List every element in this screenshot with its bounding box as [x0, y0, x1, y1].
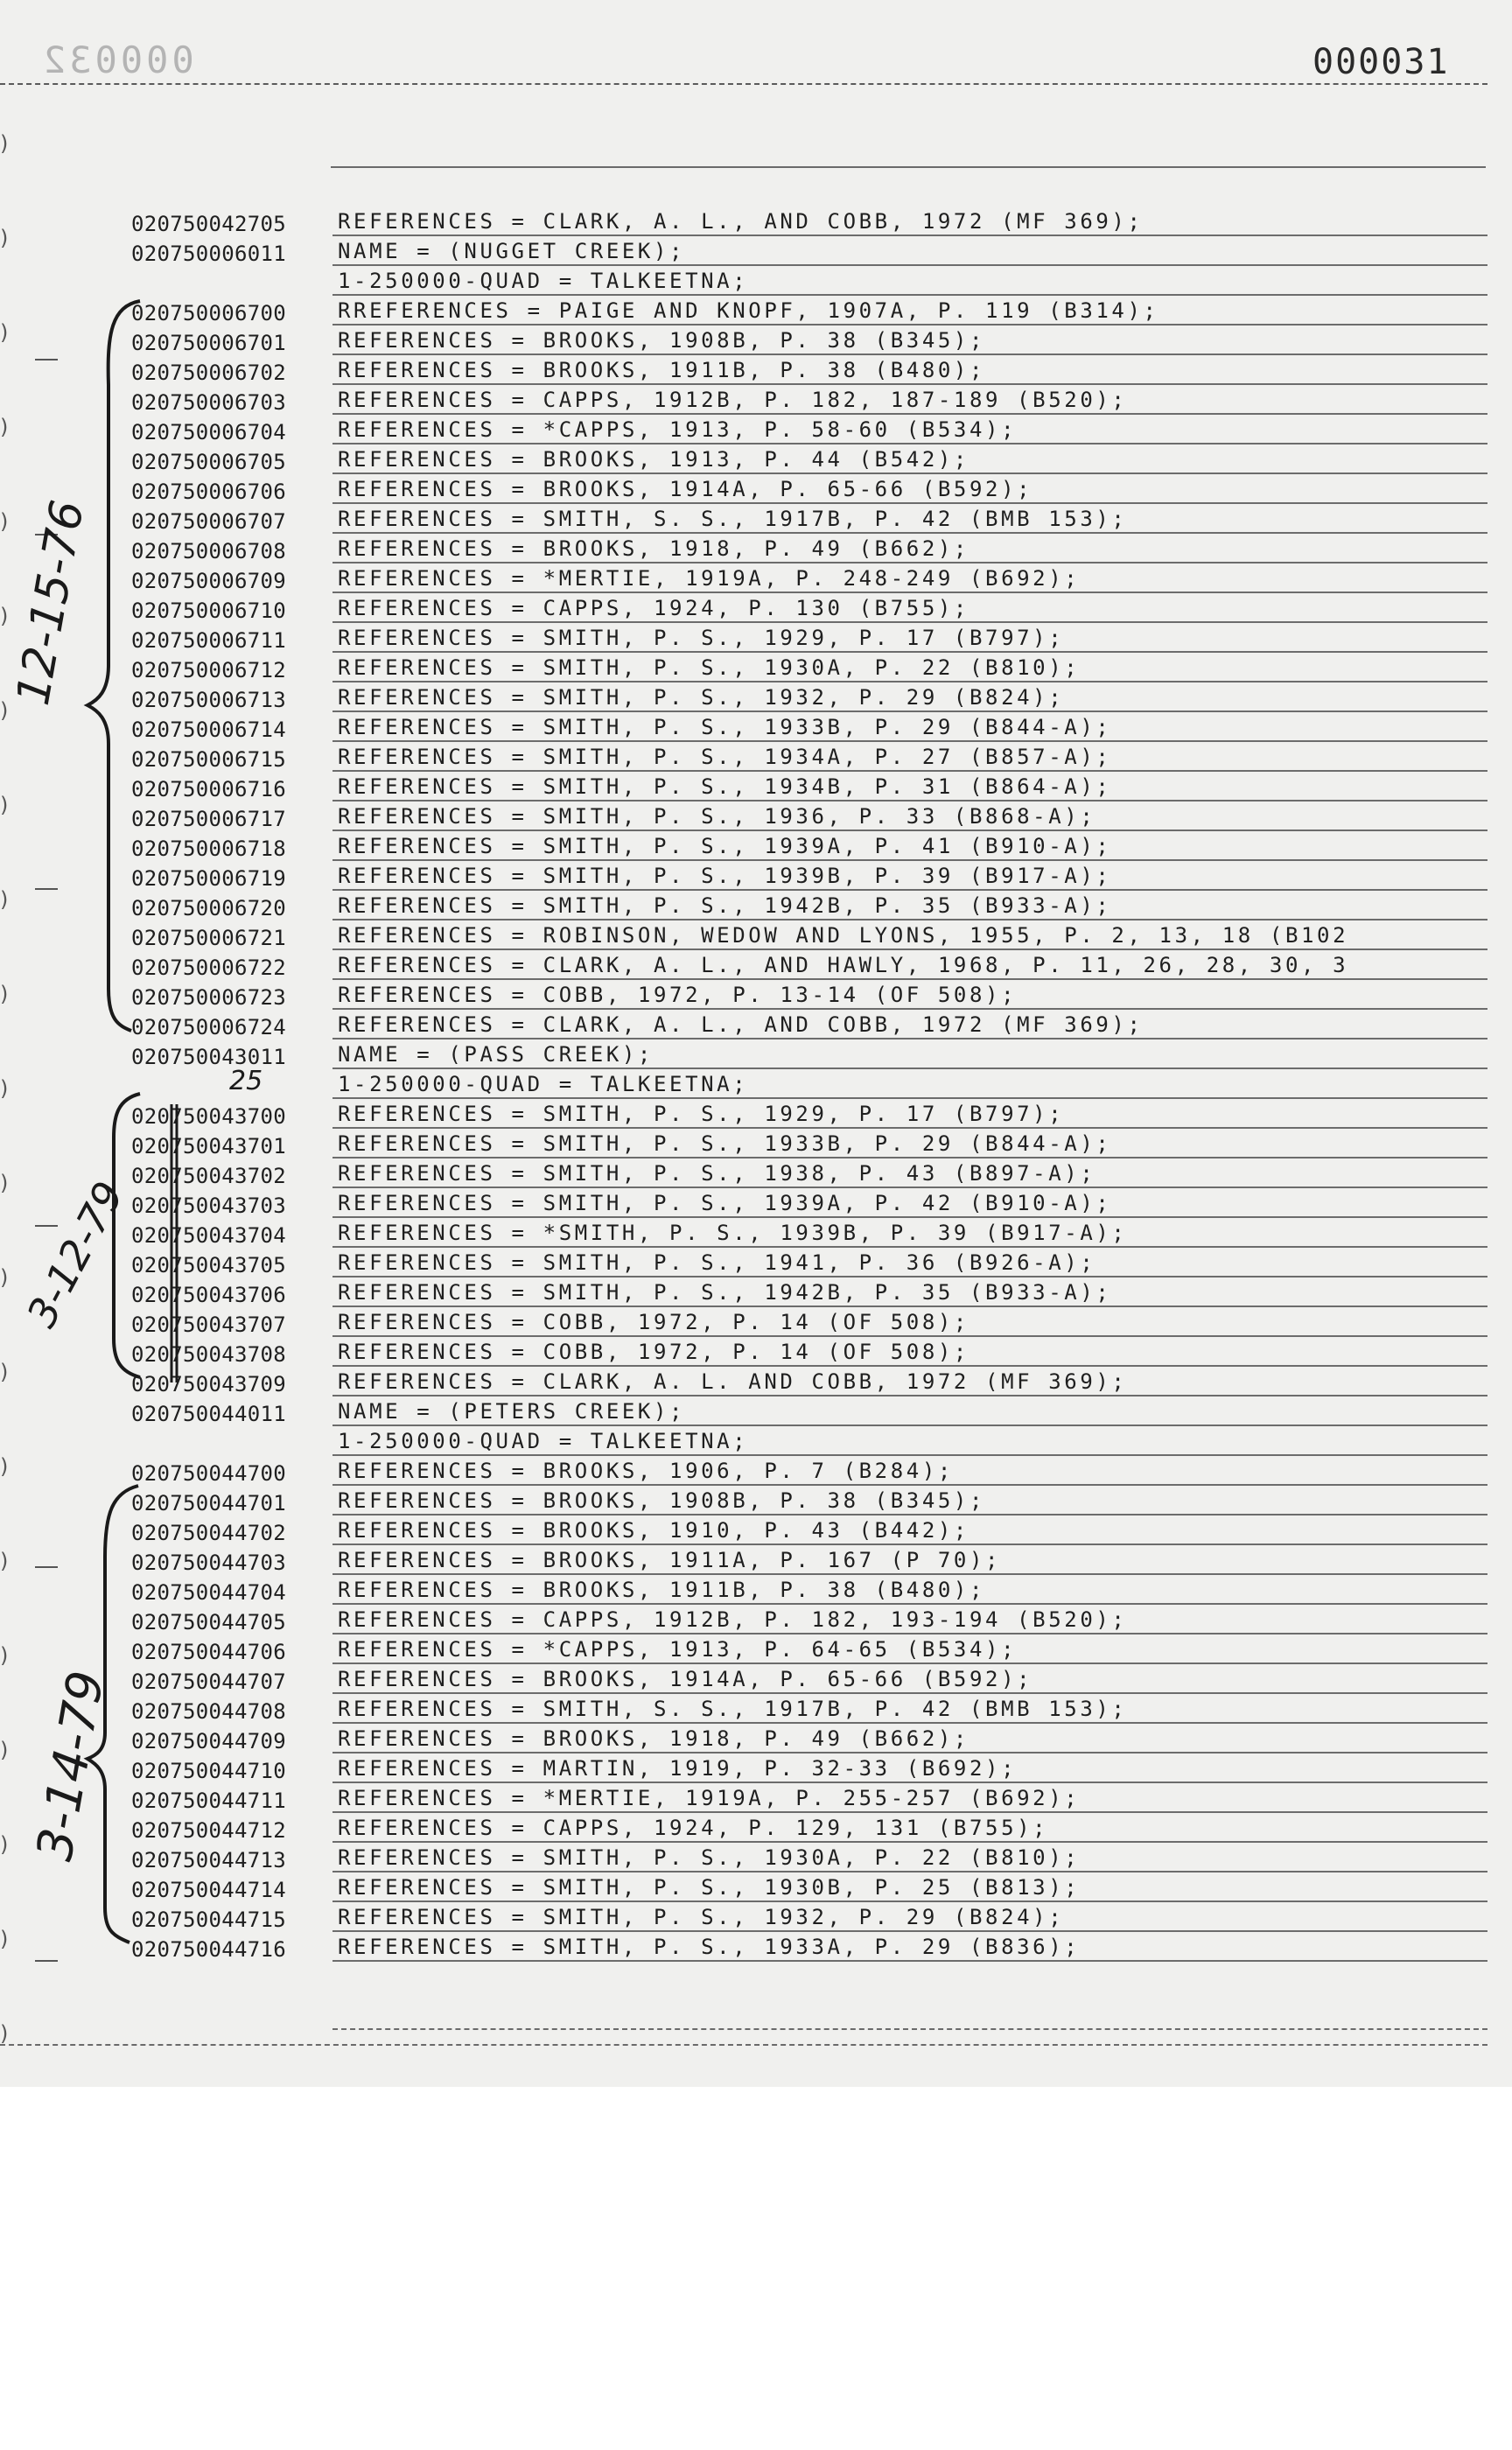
record-id: 020750043011 — [131, 1045, 286, 1069]
record-text: REFERENCES = CLARK, A. L. AND COBB, 1972 (MF 369); — [332, 1368, 1488, 1396]
record-text: REFERENCES = CLARK, A. L., AND COBB, 1972 (MF 369); — [332, 1012, 1488, 1040]
record-id: 020750042705 — [131, 212, 286, 236]
handwritten-date-2: 3-12-79 — [18, 1173, 133, 1335]
feed-hole-icon: ) — [0, 793, 9, 817]
record-text: REFERENCES = SMITH, P. S., 1933A, P. 29 (B836); — [332, 1934, 1488, 1962]
record-id: 020750044711 — [131, 1788, 286, 1813]
record-text: REFERENCES = *SMITH, P. S., 1939B, P. 39 (B917-A); — [332, 1220, 1488, 1248]
record-id: 020750044705 — [131, 1610, 286, 1634]
feed-hole-icon: ) — [0, 2021, 9, 2046]
bracket-pass-creek — [114, 1094, 140, 1377]
feed-hole-icon: ) — [0, 887, 9, 912]
record-text: 1-250000-QUAD = TALKEETNA; — [332, 268, 1488, 296]
record-id: 020750044715 — [131, 1908, 286, 1932]
record-id: 020750044713 — [131, 1848, 286, 1872]
record-text: REFERENCES = SMITH, P. S., 1936, P. 33 (B868-A); — [332, 803, 1488, 831]
record-text: REFERENCES = SMITH, P. S., 1938, P. 43 (B897-A); — [332, 1160, 1488, 1188]
record-text: REFERENCES = SMITH, P. S., 1932, P. 29 (B824); — [332, 684, 1488, 712]
record-id: 020750006720 — [131, 896, 286, 920]
record-text: NAME = (PETERS CREEK); — [332, 1398, 1488, 1426]
record-id: 020750044716 — [131, 1937, 286, 1962]
record-id: 020750043709 — [131, 1372, 286, 1396]
record-id: 020750006702 — [131, 360, 286, 385]
record-id: 020750044702 — [131, 1521, 286, 1545]
record-text: REFERENCES = BROOKS, 1911A, P. 167 (P 70); — [332, 1547, 1488, 1575]
record-id: 020750006715 — [131, 747, 286, 772]
feed-hole-icon: ) — [0, 226, 9, 250]
record-id: 020750043702 — [131, 1164, 286, 1188]
blank-rule — [332, 2028, 1488, 2030]
feed-hole-icon: ) — [0, 1171, 9, 1195]
record-id: 020750044701 — [131, 1491, 286, 1516]
record-id: 020750006709 — [131, 569, 286, 593]
record-id: 020750044712 — [131, 1818, 286, 1843]
record-id: 020750044700 — [131, 1461, 286, 1486]
record-id: 020750044703 — [131, 1550, 286, 1575]
record-text: REFERENCES = BROOKS, 1906, P. 7 (B284); — [332, 1458, 1488, 1486]
record-id: 020750006705 — [131, 450, 286, 474]
record-id: 020750044709 — [131, 1729, 286, 1754]
feed-hole-icon: ) — [0, 698, 9, 723]
record-text: REFERENCES = BROOKS, 1908B, P. 38 (B345); — [332, 1488, 1488, 1516]
record-text: REFERENCES = *CAPPS, 1913, P. 58-60 (B534); — [332, 416, 1488, 444]
record-text: REFERENCES = CLARK, A. L., AND COBB, 1972 (MF 369); — [332, 208, 1488, 236]
feed-hole-icon: ) — [0, 1454, 9, 1479]
record-text: REFERENCES = BROOKS, 1911B, P. 38 (B480); — [332, 1577, 1488, 1605]
record-text: REFERENCES = BROOKS, 1914A, P. 65-66 (B592); — [332, 1666, 1488, 1694]
record-text: REFERENCES = SMITH, P. S., 1934B, P. 31 (B864-A); — [332, 774, 1488, 802]
record-text: REFERENCES = SMITH, P. S., 1942B, P. 35 (B933-A); — [332, 1279, 1488, 1307]
record-text: 1-250000-QUAD = TALKEETNA; — [332, 1428, 1488, 1456]
handwritten-date-1: 12-15-76 — [7, 496, 95, 710]
record-text: REFERENCES = SMITH, P. S., 1933B, P. 29 (B844-A); — [332, 714, 1488, 742]
record-id: 020750044707 — [131, 1670, 286, 1694]
record-text: REFERENCES = SMITH, P. S., 1933B, P. 29 (B844-A); — [332, 1130, 1488, 1158]
vertical-mark-pass-creek — [172, 1104, 177, 1382]
record-id: 020750006708 — [131, 539, 286, 564]
record-text: REFERENCES = BROOKS, 1913, P. 44 (B542); — [332, 446, 1488, 474]
record-text: REFERENCES = SMITH, P. S., 1930A, P. 22 (B810); — [332, 654, 1488, 682]
feed-hole-icon: ) — [0, 415, 9, 439]
record-text: NAME = (NUGGET CREEK); — [332, 238, 1488, 266]
record-text: REFERENCES = COBB, 1972, P. 13-14 (OF 508); — [332, 982, 1488, 1010]
record-text: REFERENCES = SMITH, P. S., 1930B, P. 25 (B813); — [332, 1874, 1488, 1902]
record-id: 020750043706 — [131, 1283, 286, 1307]
record-id: 020750006704 — [131, 420, 286, 444]
record-text: REFERENCES = ROBINSON, WEDOW AND LYONS, 1955, P. 2, 13, 18 (B102 — [332, 922, 1488, 950]
record-id: 020750006706 — [131, 480, 286, 504]
feed-hole-icon: ) — [0, 1360, 9, 1384]
bracket-nugget-creek — [88, 301, 140, 1031]
page-number: 000031 — [1312, 42, 1450, 82]
record-text: REFERENCES = SMITH, P. S., 1939A, P. 41 (B910-A); — [332, 833, 1488, 861]
record-id: 020750043704 — [131, 1223, 286, 1248]
feed-hole-icon: ) — [0, 1832, 9, 1857]
record-id: 020750006701 — [131, 331, 286, 355]
record-text: REFERENCES = SMITH, P. S., 1939B, P. 39 (B917-A); — [332, 863, 1488, 891]
record-id: 020750006722 — [131, 956, 286, 980]
record-id: 020750006700 — [131, 301, 286, 326]
record-text: REFERENCES = *MERTIE, 1919A, P. 248-249 (B692); — [332, 565, 1488, 593]
record-text: NAME = (PASS CREEK); — [332, 1041, 1488, 1069]
record-text: REFERENCES = BROOKS, 1910, P. 43 (B442); — [332, 1517, 1488, 1545]
record-id: 020750006707 — [131, 509, 286, 534]
record-text: REFERENCES = BROOKS, 1911B, P. 38 (B480); — [332, 357, 1488, 385]
record-id: 020750043707 — [131, 1312, 286, 1337]
record-id: 020750006714 — [131, 718, 286, 742]
record-id: 020750006713 — [131, 688, 286, 712]
record-id: 020750006712 — [131, 658, 286, 682]
record-id: 020750006716 — [131, 777, 286, 802]
record-id: 020750043705 — [131, 1253, 286, 1278]
record-text: REFERENCES = CAPPS, 1924, P. 130 (B755); — [332, 595, 1488, 623]
record-text: REFERENCES = SMITH, P. S., 1942B, P. 35 (B933-A); — [332, 892, 1488, 920]
feed-hole-icon: ) — [0, 604, 9, 628]
record-id: 020750044710 — [131, 1759, 286, 1783]
record-id: 020750044011 — [131, 1402, 286, 1426]
record-text: REFERENCES = SMITH, P. S., 1930A, P. 22 (B810); — [332, 1844, 1488, 1872]
record-id: 020750006011 — [131, 242, 286, 266]
feed-hole-icon: ) — [0, 131, 9, 156]
record-text: REFERENCES = *MERTIE, 1919A, P. 255-257 (B692); — [332, 1785, 1488, 1813]
handwritten-date-3: 3-14-79 — [26, 1666, 116, 1866]
record-text: 1-250000-QUAD = TALKEETNA; — [332, 1071, 1488, 1099]
record-id: 020750006724 — [131, 1015, 286, 1040]
record-text: REFERENCES = SMITH, P. S., 1932, P. 29 (B824); — [332, 1904, 1488, 1932]
record-id: 020750043701 — [131, 1134, 286, 1158]
feed-hole-icon: ) — [0, 982, 9, 1006]
record-text: REFERENCES = CAPPS, 1912B, P. 182, 187-189 (B520); — [332, 387, 1488, 415]
feed-hole-icon: ) — [0, 509, 9, 534]
feed-hole-icon: ) — [0, 1738, 9, 1762]
feed-hole-icon: ) — [0, 1549, 9, 1573]
bottom-perforation-line — [0, 2044, 1488, 2046]
feed-hole-icon: ) — [0, 1927, 9, 1951]
record-text: REFERENCES = BROOKS, 1914A, P. 65-66 (B592); — [332, 476, 1488, 504]
record-id: 020750006711 — [131, 628, 286, 653]
record-text: REFERENCES = CAPPS, 1912B, P. 182, 193-194 (B520); — [332, 1606, 1488, 1634]
feed-hole-icon: ) — [0, 320, 9, 345]
record-id: 020750006717 — [131, 807, 286, 831]
record-text: REFERENCES = SMITH, S. S., 1917B, P. 42 (BMB 153); — [332, 1696, 1488, 1724]
record-text: REFERENCES = BROOKS, 1918, P. 49 (B662); — [332, 1726, 1488, 1754]
feed-hole-icon: ) — [0, 1643, 9, 1668]
record-text: REFERENCES = CAPPS, 1924, P. 129, 131 (B755); — [332, 1815, 1488, 1843]
record-id: 020750044708 — [131, 1699, 286, 1724]
record-text: REFERENCES = SMITH, P. S., 1941, P. 36 (B926-A); — [332, 1250, 1488, 1278]
record-id: 020750006718 — [131, 836, 286, 861]
record-text: REFERENCES = CLARK, A. L., AND HAWLY, 1968, P. 11, 26, 28, 30, 3 — [332, 952, 1488, 980]
record-id: 020750006723 — [131, 985, 286, 1010]
record-id: 020750006721 — [131, 926, 286, 950]
record-id: 020750006710 — [131, 598, 286, 623]
handwritten-number: 25 — [229, 1066, 263, 1096]
record-id: 020750006719 — [131, 866, 286, 891]
record-text: REFERENCES = BROOKS, 1918, P. 49 (B662); — [332, 536, 1488, 564]
record-text: REFERENCES = COBB, 1972, P. 14 (OF 508); — [332, 1309, 1488, 1337]
record-text: REFERENCES = SMITH, P. S., 1934A, P. 27 (B857-A); — [332, 744, 1488, 772]
feed-hole-icon: ) — [0, 1076, 9, 1101]
record-id: 020750044704 — [131, 1580, 286, 1605]
record-text: REFERENCES = SMITH, P. S., 1929, P. 17 (B797); — [332, 625, 1488, 653]
record-text: RREFERENCES = PAIGE AND KNOPF, 1907A, P. 119 (B314); — [332, 298, 1488, 326]
record-text: REFERENCES = COBB, 1972, P. 14 (OF 508); — [332, 1339, 1488, 1367]
record-text: REFERENCES = MARTIN, 1919, P. 32-33 (B692); — [332, 1755, 1488, 1783]
record-id: 020750043700 — [131, 1104, 286, 1129]
feed-hole-icon: ) — [0, 1265, 9, 1290]
record-id: 020750043708 — [131, 1342, 286, 1367]
record-text: REFERENCES = SMITH, P. S., 1929, P. 17 (B797); — [332, 1101, 1488, 1129]
record-id: 020750043703 — [131, 1194, 286, 1218]
record-id: 020750044706 — [131, 1640, 286, 1664]
blank-rule — [331, 166, 1486, 168]
record-text: REFERENCES = BROOKS, 1908B, P. 38 (B345); — [332, 327, 1488, 355]
record-id: 020750006703 — [131, 390, 286, 415]
record-text: REFERENCES = SMITH, S. S., 1917B, P. 42 (BMB 153); — [332, 506, 1488, 534]
ghost-page-number: 000032 — [40, 38, 194, 81]
record-text: REFERENCES = *CAPPS, 1913, P. 64-65 (B534); — [332, 1636, 1488, 1664]
record-text: REFERENCES = SMITH, P. S., 1939A, P. 42 (B910-A); — [332, 1190, 1488, 1218]
record-id: 020750044714 — [131, 1878, 286, 1902]
